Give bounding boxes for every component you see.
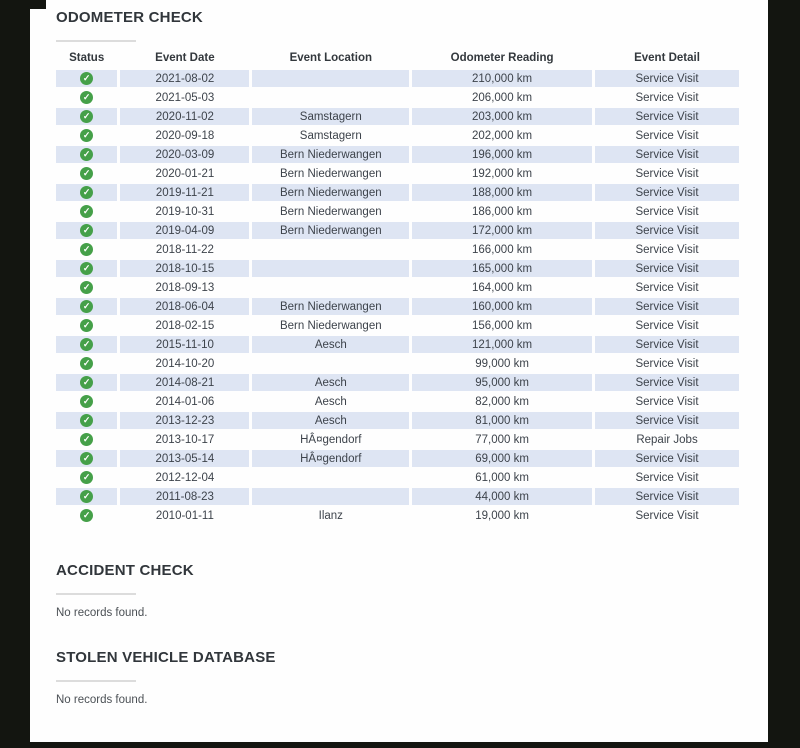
- title-divider: [56, 593, 136, 595]
- event-date-cell: 2014-10-20: [155, 357, 215, 370]
- event-location-cell: Bern Niederwangen: [279, 167, 382, 180]
- event-location-cell: Ilanz: [318, 509, 343, 522]
- check-circle-icon: ✓: [80, 186, 93, 199]
- check-circle-icon: ✓: [80, 509, 93, 522]
- event-detail-cell: Service Visit: [595, 184, 739, 201]
- table-row: [56, 431, 739, 448]
- accident-no-records-text: No records found.: [56, 607, 148, 619]
- event-date-cell: 2020-01-21: [155, 167, 215, 180]
- event-detail-cell: Service Visit: [635, 205, 699, 218]
- table-row: [56, 127, 739, 144]
- odometer-table: [53, 47, 742, 526]
- status-cell: [56, 108, 117, 125]
- event-date-cell: 2013-05-14: [120, 450, 249, 467]
- check-circle-icon: ✓: [80, 319, 93, 332]
- event-location-cell: [252, 70, 409, 87]
- check-circle-icon: ✓: [80, 414, 93, 427]
- event-date-cell: 2019-04-09: [120, 222, 249, 239]
- event-detail-cell: Service Visit: [635, 357, 699, 370]
- odometer-reading-cell: 206,000 km: [472, 91, 533, 104]
- event-detail-cell: Service Visit: [595, 108, 739, 125]
- odometer-reading-cell: 121,000 km: [412, 336, 592, 353]
- event-location-cell: HÂ¤gendorf: [252, 450, 409, 467]
- odometer-reading-cell: 164,000 km: [472, 281, 533, 294]
- event-detail-cell: Service Visit: [595, 298, 739, 315]
- check-circle-icon: ✓: [80, 452, 93, 465]
- event-detail-cell: Service Visit: [595, 70, 739, 87]
- event-date-cell: 2018-06-04: [120, 298, 249, 315]
- status-cell: [56, 279, 117, 296]
- event-location-cell: [252, 279, 409, 296]
- event-location-cell: Samstagern: [252, 108, 409, 125]
- odometer-reading-cell: 192,000 km: [472, 167, 533, 180]
- check-circle-icon: ✓: [80, 433, 93, 446]
- event-detail-cell: Service Visit: [635, 129, 699, 142]
- odometer-reading-cell: 203,000 km: [412, 108, 592, 125]
- event-location-cell: Bern Niederwangen: [252, 298, 409, 315]
- status-cell: [56, 317, 117, 334]
- status-cell: [56, 488, 117, 505]
- event-date-cell: 2018-09-13: [155, 281, 215, 294]
- table-row: [56, 317, 739, 334]
- check-circle-icon: ✓: [80, 224, 93, 237]
- table-row: [56, 241, 739, 258]
- table-row: [56, 450, 739, 467]
- odometer-reading-cell: 82,000 km: [475, 395, 529, 408]
- status-cell: [56, 146, 117, 163]
- event-date-cell: 2020-03-09: [120, 146, 249, 163]
- odometer-reading-cell: 196,000 km: [412, 146, 592, 163]
- odometer-reading-cell: 61,000 km: [475, 471, 529, 484]
- event-date-cell: 2018-02-15: [155, 319, 215, 332]
- status-cell: [56, 469, 117, 486]
- stolen-vehicle-title: STOLEN VEHICLE DATABASE: [56, 649, 276, 666]
- event-location-cell: Bern Niederwangen: [252, 146, 409, 163]
- event-detail-cell: Service Visit: [595, 222, 739, 239]
- check-circle-icon: ✓: [80, 300, 93, 313]
- event-detail-cell: Service Visit: [595, 412, 739, 429]
- table-row: [56, 469, 739, 486]
- event-detail-cell: Service Visit: [595, 450, 739, 467]
- check-circle-icon: ✓: [80, 205, 93, 218]
- table-row: [56, 108, 739, 125]
- table-row: [56, 412, 739, 429]
- event-date-cell: 2012-12-04: [155, 471, 215, 484]
- status-cell: [56, 89, 117, 106]
- event-detail-cell: Service Visit: [595, 336, 739, 353]
- check-circle-icon: ✓: [80, 167, 93, 180]
- event-location-cell: HÂ¤gendorf: [300, 433, 362, 446]
- stolen-no-records-text: No records found.: [56, 694, 148, 706]
- status-cell: [56, 393, 117, 410]
- table-row: [56, 146, 739, 163]
- odometer-check-title: ODOMETER CHECK: [56, 9, 203, 26]
- check-circle-icon: ✓: [80, 395, 93, 408]
- odometer-table-header: [56, 49, 739, 68]
- table-row: [56, 355, 739, 372]
- check-circle-icon: ✓: [80, 148, 93, 161]
- table-header-row: [56, 49, 739, 68]
- table-row: [56, 184, 739, 201]
- check-circle-icon: ✓: [80, 357, 93, 370]
- event-date-cell: 2013-12-23: [120, 412, 249, 429]
- event-date-cell: 2021-05-03: [155, 91, 215, 104]
- check-circle-icon: ✓: [80, 129, 93, 142]
- event-location-cell: Bern Niederwangen: [279, 319, 382, 332]
- check-circle-icon: ✓: [80, 281, 93, 294]
- event-location-cell: [252, 89, 409, 106]
- event-location-cell: Aesch: [252, 374, 409, 391]
- status-cell: [56, 203, 117, 220]
- status-cell: [56, 127, 117, 144]
- frame-notch: [0, 0, 46, 9]
- table-row: [56, 222, 739, 239]
- odometer-reading-cell: 188,000 km: [412, 184, 592, 201]
- event-detail-cell: Repair Jobs: [636, 433, 698, 446]
- event-date-cell: 2011-08-23: [120, 488, 249, 505]
- event-location-cell: [252, 488, 409, 505]
- status-cell: [56, 450, 117, 467]
- odometer-reading-cell: 69,000 km: [412, 450, 592, 467]
- odometer-reading-cell: 186,000 km: [472, 205, 533, 218]
- table-row: [56, 260, 739, 277]
- table-row: [56, 298, 739, 315]
- odometer-reading-cell: 166,000 km: [472, 243, 533, 256]
- table-row: [56, 70, 739, 87]
- table-row: [56, 488, 739, 505]
- accident-check-title: ACCIDENT CHECK: [56, 562, 194, 579]
- table-row: [56, 203, 739, 220]
- table-row: [56, 279, 739, 296]
- event-location-cell: Aesch: [314, 395, 347, 408]
- event-location-cell: [252, 260, 409, 277]
- odometer-reading-cell: 95,000 km: [412, 374, 592, 391]
- table-row: [56, 507, 739, 524]
- odometer-reading-cell: 210,000 km: [412, 70, 592, 87]
- check-circle-icon: ✓: [80, 338, 93, 351]
- table-row: [56, 89, 739, 106]
- event-location-cell: Bern Niederwangen: [252, 222, 409, 239]
- column-header: Event Detail: [634, 52, 700, 64]
- event-date-cell: 2014-01-06: [155, 395, 215, 408]
- column-header: Odometer Reading: [450, 52, 554, 64]
- odometer-reading-cell: 172,000 km: [412, 222, 592, 239]
- event-detail-cell: Service Visit: [635, 281, 699, 294]
- check-circle-icon: ✓: [80, 376, 93, 389]
- odometer-reading-cell: 81,000 km: [412, 412, 592, 429]
- event-detail-cell: Service Visit: [635, 91, 699, 104]
- status-cell: [56, 241, 117, 258]
- event-detail-cell: Service Visit: [595, 374, 739, 391]
- event-location-cell: Aesch: [252, 336, 409, 353]
- check-circle-icon: ✓: [80, 72, 93, 85]
- column-header: Status: [69, 52, 105, 64]
- event-location-cell: Bern Niederwangen: [279, 205, 382, 218]
- odometer-reading-cell: 99,000 km: [475, 357, 529, 370]
- check-circle-icon: ✓: [80, 471, 93, 484]
- event-location-cell: Aesch: [252, 412, 409, 429]
- event-date-cell: 2020-09-18: [155, 129, 215, 142]
- event-date-cell: 2021-08-02: [120, 70, 249, 87]
- odometer-reading-cell: 19,000 km: [475, 509, 529, 522]
- title-divider: [56, 680, 136, 682]
- event-date-cell: 2019-10-31: [155, 205, 215, 218]
- event-date-cell: 2019-11-21: [120, 184, 249, 201]
- event-date-cell: 2020-11-02: [120, 108, 249, 125]
- event-location-cell: Samstagern: [299, 129, 362, 142]
- event-detail-cell: Service Visit: [635, 509, 699, 522]
- check-circle-icon: ✓: [80, 243, 93, 256]
- event-date-cell: 2015-11-10: [120, 336, 249, 353]
- table-row: [56, 374, 739, 391]
- column-header: Event Date: [155, 52, 215, 64]
- status-cell: [56, 507, 117, 524]
- odometer-reading-cell: 156,000 km: [472, 319, 533, 332]
- event-detail-cell: Service Visit: [635, 167, 699, 180]
- status-cell: [56, 412, 117, 429]
- status-cell: [56, 165, 117, 182]
- status-cell: [56, 431, 117, 448]
- odometer-reading-cell: 160,000 km: [412, 298, 592, 315]
- status-cell: [56, 184, 117, 201]
- check-circle-icon: ✓: [80, 490, 93, 503]
- event-detail-cell: Service Visit: [635, 243, 699, 256]
- title-divider: [56, 40, 136, 42]
- odometer-reading-cell: 165,000 km: [412, 260, 592, 277]
- status-cell: [56, 355, 117, 372]
- table-row: [56, 336, 739, 353]
- column-header: Event Location: [289, 52, 373, 64]
- event-location-cell: [252, 469, 409, 486]
- status-cell: [56, 222, 117, 239]
- status-cell: [56, 70, 117, 87]
- event-date-cell: 2018-11-22: [155, 243, 214, 256]
- event-detail-cell: Service Visit: [595, 488, 739, 505]
- check-circle-icon: ✓: [80, 262, 93, 275]
- odometer-reading-cell: 44,000 km: [412, 488, 592, 505]
- table-row: [56, 393, 739, 410]
- event-date-cell: 2014-08-21: [120, 374, 249, 391]
- status-cell: [56, 336, 117, 353]
- status-cell: [56, 260, 117, 277]
- event-detail-cell: Service Visit: [595, 146, 739, 163]
- event-location-cell: [252, 241, 409, 258]
- odometer-reading-cell: 202,000 km: [472, 129, 533, 142]
- event-detail-cell: Service Visit: [635, 319, 699, 332]
- event-location-cell: [252, 355, 409, 372]
- event-date-cell: 2018-10-15: [120, 260, 249, 277]
- check-circle-icon: ✓: [80, 91, 93, 104]
- status-cell: [56, 374, 117, 391]
- event-location-cell: Bern Niederwangen: [252, 184, 409, 201]
- check-circle-icon: ✓: [80, 110, 93, 123]
- table-row: [56, 165, 739, 182]
- event-detail-cell: Service Visit: [635, 471, 699, 484]
- event-date-cell: 2010-01-11: [155, 509, 214, 522]
- report-page: [30, 0, 768, 742]
- event-detail-cell: Service Visit: [595, 260, 739, 277]
- status-cell: [56, 298, 117, 315]
- odometer-table-body: [56, 70, 739, 524]
- odometer-reading-cell: 77,000 km: [475, 433, 529, 446]
- event-date-cell: 2013-10-17: [155, 433, 215, 446]
- event-detail-cell: Service Visit: [635, 395, 699, 408]
